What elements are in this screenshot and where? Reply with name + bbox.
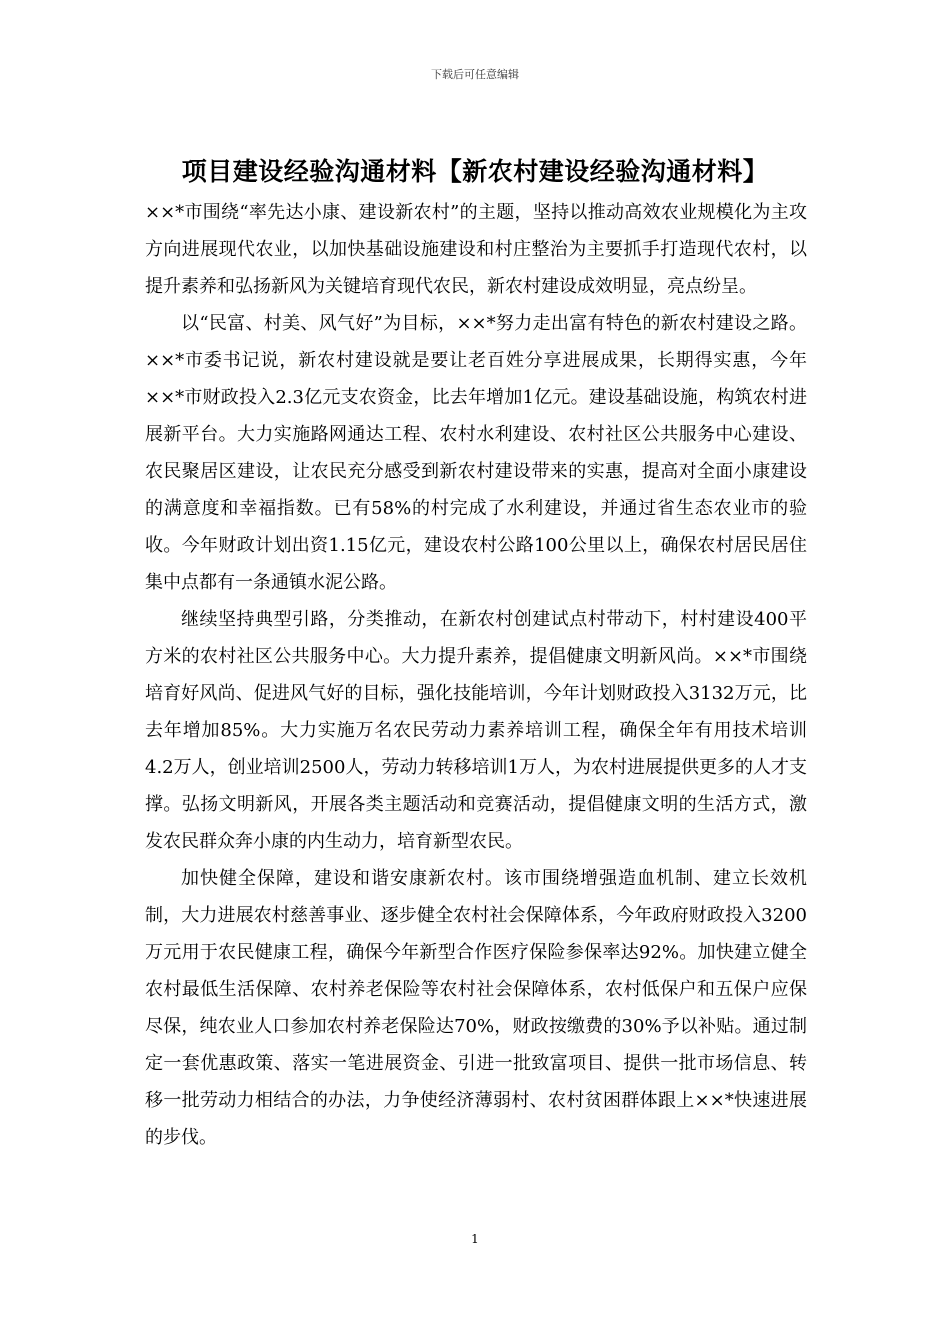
page-number: 1 [471,1232,479,1246]
paragraph-training: 继续坚持典型引路，分类推动，在新农村创建试点村带动下，村村建设400平方米的农村社区公共服务中心。大力提升素养，提倡健康文明新风尚。××*市围绕培育好风尚、促进风气好的目标，强化技能培训，今年计划财政投入3132万元，比去年增加85%。大力实施万名农民劳动力素养培训工程，确保全年有用技术培训4.2万人，创业培训2500人，劳动力转移培训1万人，为农村进展提供更多的人才支撑。弘扬文明新风，开展各类主题活动和竞赛活动，提倡健康文明的生活方式，激发农民群众奔小康的内生动力，培育新型农民。 [145,609,807,852]
paragraph-security: 加快健全保障，建设和谐安康新农村。该市围绕增强造血机制、建立长效机制，大力进展农村慈善事业、逐步健全农村社会保障体系，今年政府财政投入3200万元用于农民健康工程，确保今年新型合作医疗保险参保率达92%。加快建立健全农村最低生活保障、农村养老保险等农村社会保障体系，农村低保户和五保户应保尽保，纯农业人口参加农村养老保险达70%，财政按缴费的30%予以补贴。通过制定一套优惠政策、落实一笔进展资金、引进一批致富项目、提供一批市场信息、转移一批劳动力相结合的办法，力争使经济薄弱村、农村贫困群体跟上××*快速进展的步伐。 [145,868,807,1148]
document-title: 项目建设经验沟通材料【新农村建设经验沟通材料】 [181,157,769,186]
paragraph-goal: 以“民富、村美、风气好”为目标，××*努力走出富有特色的新农村建设之路。××*市委书记说，新农村建设就是要让老百姓分享进展成果，长期得实惠，今年××*市财政投入2.3亿元支农资金，比去年增加1亿元。建设基础设施，构筑农村进展新平台。大力实施路网通达工程、农村水利建设、农村社区公共服务中心建设、农民聚居区建设，让农民充分感受到新农村建设带来的实惠，提高对全面小康建设的满意度和幸福指数。已有58%的村完成了水利建设，并通过省生态农业市的验收。今年财政计划出资1.15亿元，建设农村公路100公里以上，确保农村居民居住集中点都有一条通镇水泥公路。 [145,313,807,593]
header-note: 下载后可任意编辑 [431,68,519,81]
document-body [145,194,807,1156]
paragraph-intro: ××*市围绕“率先达小康、建设新农村”的主题，坚持以推动高效农业规模化为主攻方向进展现代农业，以加快基础设施建设和村庄整治为主要抓手打造现代农村，以提升素养和弘扬新风为关键培育现代农民，新农村建设成效明显，亮点纷呈。 [145,202,807,297]
